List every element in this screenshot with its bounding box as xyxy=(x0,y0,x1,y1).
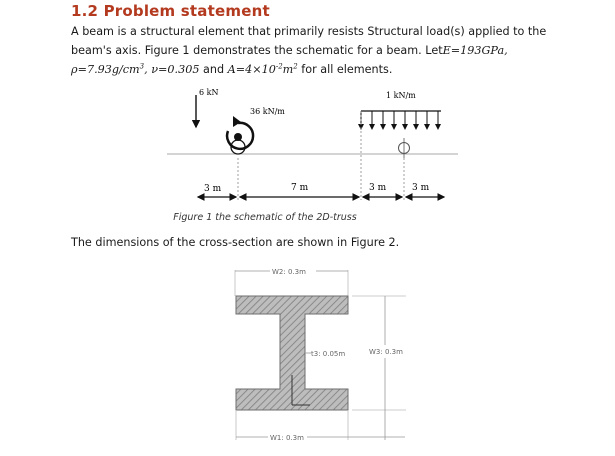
area-unit: m xyxy=(282,63,294,76)
w1-dimension xyxy=(236,410,405,442)
w1-label: W1: 0.3m xyxy=(270,434,304,442)
t3-label: t3: 0.05m xyxy=(311,350,346,358)
cross-section-intro: The dimensions of the cross-section are shown in Figure 2. xyxy=(71,236,400,249)
w2-dimension xyxy=(235,268,348,296)
dim-label-3: 3 m xyxy=(369,183,387,193)
youngs-modulus: E=193GPa, xyxy=(442,44,508,57)
area-exponent: -2 xyxy=(275,62,283,71)
area-text: A=4×10 xyxy=(227,63,276,76)
dist-load-label: 1 kN/m xyxy=(386,91,416,100)
dim-label-1: 3 m xyxy=(204,184,222,194)
paragraph-tail: for all elements. xyxy=(297,63,393,76)
area-unit-exponent: 2 xyxy=(293,62,298,71)
figure-1-caption-text: Figure 1 the schematic of the 2D-truss xyxy=(173,212,357,223)
dim-label-4: 3 m xyxy=(412,183,430,193)
moment-label: 36 kN/m xyxy=(250,107,285,116)
w3-label: W3: 0.3m xyxy=(369,348,403,356)
and-text: and xyxy=(199,63,228,76)
paragraph-line-1: A beam is a structural element that primarily resists Structural load(s) applied to the xyxy=(71,25,547,38)
density-text: ρ=7.93g/cm xyxy=(71,63,140,76)
w3-dimension xyxy=(352,296,406,440)
dim-label-2: 7 m xyxy=(291,183,309,193)
w2-label: W2: 0.3m xyxy=(272,268,306,276)
t3-dimension xyxy=(305,350,345,358)
density-exponent: 3 xyxy=(139,62,145,71)
poisson-ratio: , ν=0.305 xyxy=(144,63,200,76)
point-load-label: 6 kN xyxy=(199,88,219,97)
paragraph-line-2-text: beam's axis. Figure 1 demonstrates the schematic for a beam. Let xyxy=(71,44,443,57)
section-heading: 1.2 Problem statement xyxy=(71,2,270,20)
